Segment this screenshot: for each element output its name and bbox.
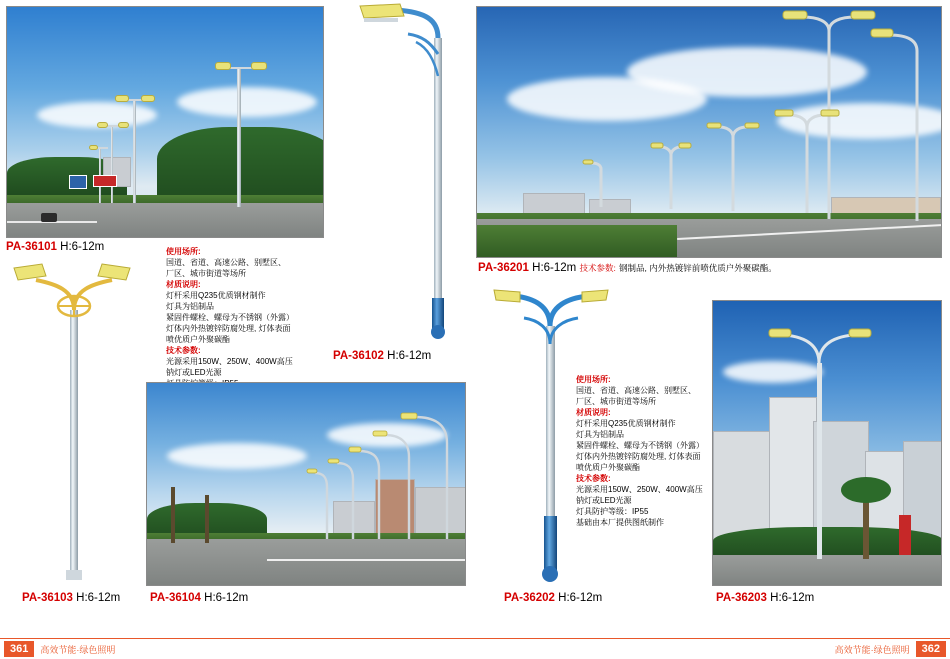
product-height: H:6-12m: [76, 592, 121, 604]
tech-label: 技术参数:: [579, 263, 616, 273]
spec-head-tech: 技术参数:: [576, 474, 611, 483]
product-code: PA-36103: [22, 592, 73, 604]
lamp-pole: [111, 125, 113, 203]
product-height: H:6-12m: [770, 592, 815, 604]
page-number-right: 362: [916, 641, 946, 657]
spec-head-material: 材质说明:: [576, 408, 611, 417]
lamp-pole: [237, 67, 241, 207]
spec-material-line: 喷优质户外聚碳酯: [576, 463, 640, 472]
spec-tech-line: 光源采用150W、250W、400W高压: [166, 357, 293, 366]
product-code: PA-36102: [333, 350, 384, 362]
product-height: H:6-12m: [558, 592, 603, 604]
lamp-pole: [133, 99, 136, 203]
lamp-row: [477, 7, 942, 258]
photo-pa-36201: [476, 6, 942, 258]
pole-illustration: [8, 250, 138, 590]
palm-fronds: [841, 477, 891, 503]
tech-text: 钢制品, 内外热镀锌前喷优质户外聚碳酯。: [619, 263, 777, 273]
car: [41, 213, 57, 222]
spec-block-left: [166, 246, 346, 400]
drawing-pa-36103: [8, 250, 138, 590]
product-code: PA-36101: [6, 241, 57, 253]
lamp-head: [89, 145, 98, 150]
caption-pa-36203: [716, 592, 814, 604]
palm-tree: [205, 495, 209, 543]
lamp-head: [141, 95, 155, 102]
spec-material-line: 灯杆采用Q235优质钢材制作: [576, 419, 676, 428]
caption-pa-36103: [22, 592, 120, 604]
lamp-head: [115, 95, 129, 102]
product-height: H:6-12m: [204, 592, 249, 604]
caption-pa-36102: [333, 350, 431, 362]
spec-head-material: 材质说明:: [166, 280, 201, 289]
drawing-pa-36102: [330, 2, 470, 347]
footer-rule: [0, 638, 950, 639]
spec-material-line: 灯具为铝制品: [576, 430, 624, 439]
spec-tech-line: 钠灯或LED光源: [576, 496, 632, 505]
spec-material-line: 灯体内外热镀锌防腐处理, 灯体表面: [166, 324, 291, 333]
caption-pa-36202: [504, 592, 602, 604]
spec-material-line: 灯体内外热镀锌防腐处理, 灯体表面: [576, 452, 701, 461]
lamp-row: [147, 383, 466, 586]
footer-slogan-right: 高效节能·绿色照明: [834, 644, 910, 655]
spec-head-tech: 技术参数:: [166, 346, 201, 355]
spec-use-line: 国道、省道、高速公路、别墅区、: [166, 258, 286, 267]
lamp-head: [118, 122, 129, 128]
spec-tech-line: 灯具防护等级：IP55: [576, 507, 649, 516]
spec-tech-line: 基础由本厂提供图纸制作: [576, 518, 664, 527]
palm-tree: [171, 487, 175, 543]
spec-head-use: 使用场所:: [576, 375, 611, 384]
footer-right: [829, 639, 946, 659]
spec-material-line: 灯杆采用Q235优质钢材制作: [166, 291, 266, 300]
product-code: PA-36203: [716, 592, 767, 604]
red-banner: [899, 515, 911, 555]
road-sign: [69, 175, 87, 189]
spec-material-line: 灯具为铝制品: [166, 302, 214, 311]
caption-pa-36201: [478, 262, 777, 274]
spec-material-line: 紧固件螺栓、螺母为不锈钢（外露）: [576, 441, 704, 450]
spec-use-line: 国道、省道、高速公路、别墅区、: [576, 386, 696, 395]
spec-tech-line: 光源采用150W、250W、400W高压: [576, 485, 703, 494]
lamp-head: [251, 62, 267, 70]
photo-pa-36101: [6, 6, 324, 238]
spec-use-line: 厂区、城市街道等场所: [166, 269, 246, 278]
spec-material-line: 喷优质户外聚碳酯: [166, 335, 230, 344]
spec-use-line: 厂区、城市街道等场所: [576, 397, 656, 406]
photo-pa-36104: [146, 382, 466, 586]
cloud: [177, 87, 317, 117]
lamp-head: [97, 122, 108, 128]
lamp-head: [215, 62, 231, 70]
pole-illustration: [330, 2, 470, 347]
footer-left: [4, 639, 121, 659]
product-height: H:6-12m: [60, 241, 105, 253]
footer-slogan-left: 高效节能·绿色照明: [40, 644, 116, 655]
photo-pa-36203: [712, 300, 942, 586]
product-code: PA-36202: [504, 592, 555, 604]
spec-material-line: 紧固件螺栓、螺母为不锈钢（外露）: [166, 313, 294, 322]
product-height: H:6-12m: [532, 262, 577, 274]
caption-pa-36104: [150, 592, 248, 604]
spec-tech-line: 钠灯或LED光源: [166, 368, 222, 377]
product-height: H:6-12m: [387, 350, 432, 362]
page-number-left: 361: [4, 641, 34, 657]
product-code: PA-36201: [478, 262, 529, 274]
road-sign: [93, 175, 117, 187]
product-code: PA-36104: [150, 592, 201, 604]
spec-head-use: 使用场所:: [166, 247, 201, 256]
